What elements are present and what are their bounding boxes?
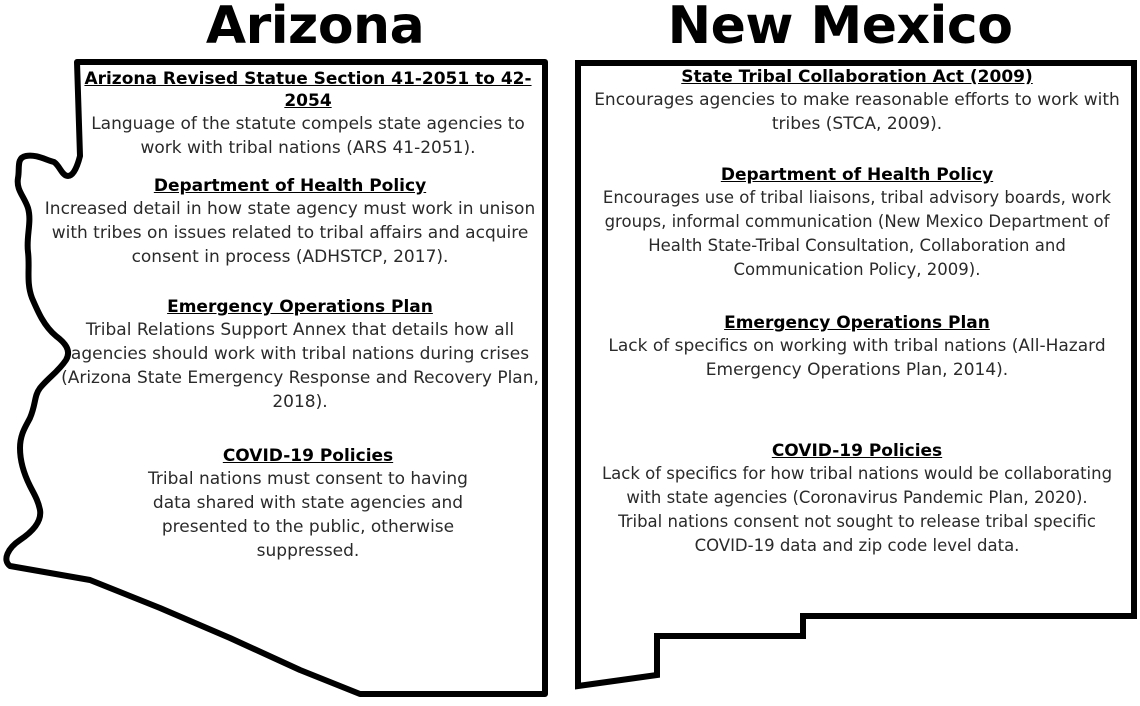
arizona-statute-text: Language of the statute compels state agencies to work with tribal nations (ARS 41-2051). [91,114,525,158]
arizona-covid-text: Tribal nations must consent to having data shared with state agencies and presented to the public, otherwise suppressed. [148,469,468,561]
new-mexico-emergency-plan-heading: Emergency Operations Plan [724,313,990,333]
arizona-emergency-plan-text: Tribal Relations Support Annex that details how all agencies should work with tribal nations during crises (Arizona State Emergency Response and Recovery Plan, 2018). [61,320,539,412]
arizona-statute-section [80,68,536,160]
new-mexico-covid-text-2: Tribal nations consent not sought to release tribal specific COVID-19 data and zip code level data. [618,512,1096,555]
new-mexico-covid-text: Lack of specifics for how tribal nations would be collaborating with state agencies (Coronavirus Pandemic Plan, 2020). [601,464,1113,507]
new-mexico-covid-heading: COVID-19 Policies [771,441,943,461]
new-mexico-act-heading: State Tribal Collaboration Act (2009) [681,67,1033,87]
arizona-emergency-plan-section [60,296,540,414]
new-mexico-health-policy-section [592,164,1122,282]
arizona-health-policy-section [40,175,540,269]
arizona-health-policy-text: Increased detail in how state agency must work in unison with tribes on issues related to tribal affairs and acquire consent in process (ADHSTCP, 2017). [44,199,536,267]
new-mexico-health-policy-heading: Department of Health Policy [720,165,994,185]
new-mexico-title: New Mexico [667,0,1013,56]
new-mexico-act-section [592,66,1122,136]
arizona-title: Arizona [205,0,425,56]
new-mexico-act-text: Encourages agencies to make reasonable efforts to work with tribes (STCA, 2009). [594,90,1120,134]
arizona-covid-heading: COVID-19 Policies [222,446,394,466]
arizona-statute-heading: Arizona Revised Statue Section 41-2051 to 42-2054 [84,69,532,111]
arizona-emergency-plan-heading: Emergency Operations Plan [167,297,433,317]
new-mexico-emergency-plan-text: Lack of specifics on working with tribal nations (All-Hazard Emergency Operations Plan, 2014). [608,336,1106,380]
arizona-covid-section [140,445,476,563]
arizona-health-policy-heading: Department of Health Policy [153,176,427,196]
new-mexico-emergency-plan-section [592,312,1122,382]
new-mexico-health-policy-text: Encourages use of tribal liaisons, tribal advisory boards, work groups, informal communication (New Mexico Department of Health State-Tribal Consultation, Collaboration and Communication Policy, 2009). [602,188,1112,279]
new-mexico-covid-section [592,440,1122,558]
